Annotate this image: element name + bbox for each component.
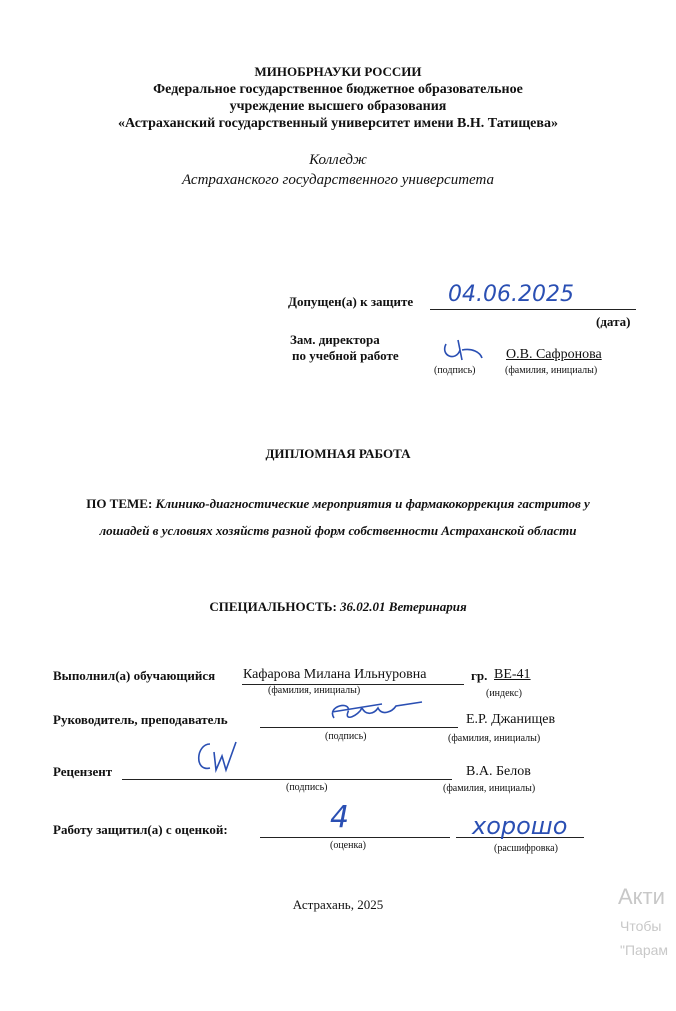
specialty-label: СПЕЦИАЛЬНОСТЬ: — [209, 599, 337, 614]
reviewer-signature-line — [122, 779, 452, 780]
grade-score-line — [260, 837, 450, 838]
grade-score-handwritten: 4 — [330, 800, 350, 835]
grade-word-handwritten: хорошо — [472, 812, 568, 840]
specialty-line — [0, 599, 676, 615]
date-caption: (дата) — [596, 314, 631, 329]
student-label: Выполнил(а) обучающийся — [53, 668, 216, 683]
director-name: О.В. Сафронова — [506, 347, 602, 362]
college-line-2: Астраханского государственного университета — [181, 172, 495, 188]
date-line — [430, 309, 636, 310]
reviewer-name-text: В.А. Белов — [466, 764, 531, 779]
topic-text-1: Клинико-диагностические мероприятия и фармакокоррекция гастритов у — [155, 496, 590, 511]
director-signature — [438, 336, 488, 366]
specialty-value: 36.02.01 Ветеринария — [340, 599, 467, 614]
date-handwritten: 04.06.2025 — [448, 282, 574, 307]
group-caption: (индекс) — [486, 688, 522, 699]
supervisor-signature-caption: (подпись) — [325, 731, 367, 742]
reviewer-label: Рецензент — [53, 764, 113, 779]
reviewer-name-caption: (фамилия, инициалы) — [443, 783, 536, 794]
institution-line-2: учреждение высшего образования — [229, 99, 447, 114]
grade-label: Работу защитил(а) с оценкой: — [53, 822, 228, 837]
supervisor-label: Руководитель, преподаватель — [53, 712, 228, 727]
grade-word-caption: (расшифровка) — [494, 843, 558, 854]
deputy-line-2: по учебной работе — [292, 348, 399, 363]
student-name-caption: (фамилия, инициалы) — [268, 685, 361, 696]
reviewer-signature-caption: (подпись) — [286, 782, 328, 793]
student-name: Кафарова Милана Ильнуровна — [243, 667, 427, 682]
supervisor-name: Е.Р. Джанищев — [466, 712, 556, 727]
watermark-line-3: "Парам — [620, 942, 669, 958]
grade-score-caption: (оценка) — [330, 840, 366, 851]
director-signature-caption: (подпись) — [434, 365, 476, 376]
topic-line-2: лошадей в условиях хозяйств разной форм собственности Астраханской области — [99, 523, 577, 538]
group-value: ВЕ-41 — [494, 667, 531, 682]
watermark-line-1: Акти — [618, 884, 665, 909]
city-year: Астрахань, 2025 — [292, 897, 384, 912]
supervisor-signature — [322, 696, 432, 730]
director-name-caption: (фамилия, инициалы) — [505, 365, 598, 376]
work-title: ДИПЛОМНАЯ РАБОТА — [265, 446, 411, 461]
topic-label: ПО ТЕМЕ: — [86, 496, 153, 511]
group-label: гр. — [471, 668, 488, 683]
deputy-line-1: Зам. директора — [290, 332, 380, 347]
institution-line-1: Федеральное государственное бюджетное образовательное — [153, 82, 523, 97]
topic-line-1 — [0, 496, 676, 512]
university-name: «Астраханский государственный университет имени В.Н. Татищева» — [118, 116, 558, 131]
reviewer-name — [466, 764, 531, 780]
ministry-name: МИНОБРНАУКИ РОССИИ — [254, 64, 422, 79]
watermark-line-2: Чтобы — [620, 918, 662, 934]
reviewer-signature — [192, 738, 242, 778]
admission-label: Допущен(а) к защите — [288, 294, 414, 309]
supervisor-name-caption: (фамилия, инициалы) — [448, 733, 541, 744]
college-line-1: Колледж — [309, 152, 367, 168]
